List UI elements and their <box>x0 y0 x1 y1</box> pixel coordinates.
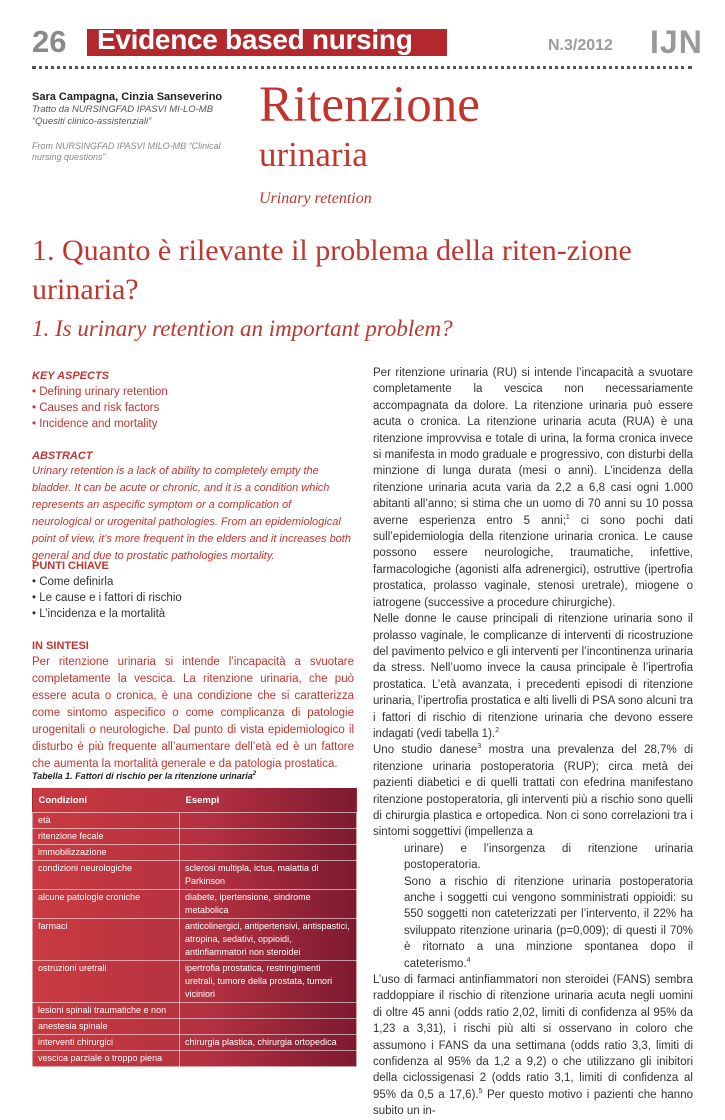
condition-cell: farmaci <box>33 919 180 961</box>
condition-cell: alcune patologie croniche <box>33 890 180 919</box>
body-paragraph <box>373 365 693 611</box>
table-caption <box>32 771 256 781</box>
example-cell <box>180 813 357 829</box>
citation-ref: 3 <box>477 743 482 751</box>
body-paragraph <box>373 611 693 742</box>
article-title: Ritenzione <box>259 77 480 133</box>
section-title: Evidence based nursing <box>97 24 413 55</box>
table-caption-ref: 2 <box>252 771 257 777</box>
body-paragraph <box>373 742 693 840</box>
example-cell <box>180 829 357 845</box>
table-row <box>33 1051 357 1067</box>
list-item: • Come definirla <box>32 576 114 588</box>
table-row <box>33 961 357 1003</box>
table-row <box>33 919 357 961</box>
list-item: • Le cause e i fattori di rischio <box>32 592 182 604</box>
list-item: • L’incidenza e la mortalità <box>32 608 166 620</box>
table-row <box>33 813 357 829</box>
author-names: Sara Campagna, Cinzia Sanseverino <box>32 91 223 103</box>
list-item: • Incidence and mortality <box>32 418 158 430</box>
body-text: urinare) e l’insorgenza di ritenzione urinaria postoperatoria. <box>404 842 693 872</box>
example-cell <box>180 1019 357 1035</box>
column-header: Condizioni <box>33 788 180 813</box>
question-heading-english: 1. Is urinary retention an important problem? <box>32 316 453 341</box>
dotted-divider <box>32 66 692 69</box>
example-cell: diabete, ipertensione, sindrome metabolica <box>180 890 357 919</box>
body-text: Sono a rischio di ritenzione urinaria postoperatoria anche i soggetti cui vengono somministrati oppioidi: su 550 soggetti non cateterizzati per l’intervento, il 22% ha sviluppato ritenzione urinaria (p=0,009); di questi il 70% è ritornato a una minzione spontanea dopo il cateterismo. <box>404 875 693 970</box>
example-cell: ipertrofia prostatica, restringimenti uretrali, tumore della prostata, tumori viciniori <box>180 961 357 1003</box>
source-english: From NURSINGFAD IPASVI MILO-MB “Clinical nursing questions” <box>32 141 221 162</box>
punti-chiave-heading: PUNTI CHIAVE <box>32 560 109 572</box>
body-paragraph <box>373 874 693 972</box>
in-sintesi-heading: IN SINTESI <box>32 640 89 652</box>
article-title-line2: urinaria <box>259 135 368 174</box>
body-paragraph <box>373 841 693 874</box>
table-row <box>33 1003 357 1019</box>
citation-ref: 2 <box>495 727 500 735</box>
source-italian: Tratto da NURSINGFAD IPASVI MI-LO-MB “Quesiti clinico-assistenziali” <box>32 104 214 127</box>
citation-ref: 5 <box>478 1088 483 1096</box>
journal-logo: IJN <box>650 24 703 60</box>
example-cell: anticolinergici, antipertensivi, antispastici, atropina, sedativi, oppioidi, antinfiammatori non steroidei <box>180 919 357 961</box>
in-sintesi-text: Per ritenzione urinaria si intende l’incapacità a svuotare completamente la vescica. La ritenzione urinaria, che può essere acuta o cronica, è una condizione che si caratterizza come sintomo aspecifico o come complicanza di patologie urogenitali o neurologiche. Dal punto di vista epidemiologico il disturbo è più frequente all’aumentare dell’età ed è un fattore che aumenta la mortalità generale e da patologia prostatica. <box>32 656 354 770</box>
body-text: L’uso di farmaci antinfiammatori non steroidei (FANS) sembra raddoppiare il rischio di ritenzione urinaria acuta negli uomini di oltre 45 anni (odds ratio 2,02, limiti di confidenza al 95% da 1,23 a 3,31), i rischi più alti si osservano in coloro che assumono i FANS da una settimana (odds ratio 3,3, limiti di confidenza al 95% da 1,2 a 9,2) o che utilizzano gli inibitori della ciclossigenasi 2 (odds ratio 3,1, limiti di confidenza al 95% da 0,5 a 17,6). <box>373 974 693 1101</box>
question-heading: 1. Quanto è rilevante il problema della riten-zione urinaria? <box>32 234 632 306</box>
condition-cell: interventi chirurgici <box>33 1035 180 1051</box>
citation-ref: 4 <box>466 956 471 964</box>
table-header-row <box>33 788 357 813</box>
condition-cell: ritenzione fecale <box>33 829 180 845</box>
body-text: mostra una prevalenza del 28,7% di ritenzione urinaria postoperatoria (RUP); circa metà dei pazienti diabetici e di quelli trattati con efedrina manifestano ritenzione postoperatoria, gli interventi più a rischio sono quelli di chirurgia plastica e ortopedica. Non ci sono correlazioni tra i sintomi soggettivi (impellenza a <box>373 744 694 839</box>
list-item: • Causes and risk factors <box>32 402 160 414</box>
condition-cell: condizioni neurologiche <box>33 861 180 890</box>
condition-cell: ostruzioni uretrali <box>33 961 180 1003</box>
body-text: Nelle donne le cause principali di ritenzione urinaria sono il prolasso vaginale, le complicanze di interventi di ricostruzione del pavimento pelvico e gli interventi per l’incontinenza urinaria da stress. Nell’uomo invece la causa principale è l’ipertrofia prostatica. L’età avanzata, i precedenti episodi di ritenzione urinaria, l’ipertrofia prostatica e alti livelli di PSA sono alcuni tra i fattori di rischio di ritenzione urinaria che devono essere indagati (vedi tabella 1). <box>373 613 693 740</box>
abstract-text: Urinary retention is a lack of ability to completely empty the bladder. It can be acute or chronic, and it is a condition which represents an aspecific symptom or a complication of neurological or urogenital pathologies. From an epidemiological point of view, it’s more frequent in the elders and it increases both general and due to prostatic pathologies mortality. <box>32 465 351 562</box>
condition-cell: età <box>33 813 180 829</box>
issue-number: N.3/2012 <box>548 37 613 54</box>
condition-cell: immobilizzazione <box>33 845 180 861</box>
table-row <box>33 829 357 845</box>
example-cell: chirurgia plastica, chirurgia ortopedica <box>180 1035 357 1051</box>
risk-factors-table <box>32 788 357 1067</box>
table-row <box>33 845 357 861</box>
citation-ref: 1 <box>565 513 570 521</box>
condition-cell: vescica parziale o troppo piena <box>33 1051 180 1067</box>
column-header: Esempi <box>180 788 357 813</box>
body-paragraph <box>373 972 693 1120</box>
punti-chiave-list <box>32 574 182 622</box>
article-title-english: Urinary retention <box>259 190 372 207</box>
example-cell <box>180 845 357 861</box>
body-text: Uno studio danese <box>373 744 478 757</box>
table-row <box>33 1019 357 1035</box>
condition-cell: anestesia spinale <box>33 1019 180 1035</box>
body-text: ci sono pochi dati sull’epidemiologia della ritenzione urinaria cronica. Le cause possono essere neurologiche, traumatiche, infettive, farmacologiche (agonisti alfa adrenergici), ostruttive (ipertrofia prostatica, prolasso vaginale, stenosi uretrale), miogene o iatrogene (successive a procedure chirurgiche). <box>373 514 693 609</box>
table-row <box>33 890 357 919</box>
table-caption-text: Tabella 1. Fattori di rischio per la ritenzione urinaria <box>32 771 253 781</box>
example-cell <box>180 1051 357 1067</box>
page-number: 26 <box>32 24 67 59</box>
body-text: Per questo motivo i pazienti che hanno subito un in- <box>373 1088 693 1118</box>
list-item: • Defining urinary retention <box>32 386 168 398</box>
condition-cell: lesioni spinali traumatiche e non <box>33 1003 180 1019</box>
example-cell: sclerosi multipla, ictus, malattia di Parkinson <box>180 861 357 890</box>
table-row <box>33 1035 357 1051</box>
article-body <box>373 365 693 1120</box>
example-cell <box>180 1003 357 1019</box>
abstract-heading: ABSTRACT <box>32 450 93 462</box>
body-text: Per ritenzione urinaria (RU) si intende l’incapacità a svuotare completamente la vescica non necessariamente accompagnata da dolore. La ritenzione urinaria può essere acuta o cronica. La ritenzione urinaria acuta (RUA) è una ritenzione improvvisa e totale di urina, la forma cronica invece si manifesta in modo graduale e progressivo, con disturbi della minzione di lunga durata (mesi o anni). L’incidenza della ritenzione urinaria acuta varia da 2,2 a 6,8 casi ogni 1.000 abitanti all’anno; si stima che un uomo di 70 anni su 10 possa averne esperienza entro 5 anni; <box>373 367 693 527</box>
key-aspects-heading: KEY ASPECTS <box>32 370 110 382</box>
key-aspects-list <box>32 384 168 432</box>
table-row <box>33 861 357 890</box>
